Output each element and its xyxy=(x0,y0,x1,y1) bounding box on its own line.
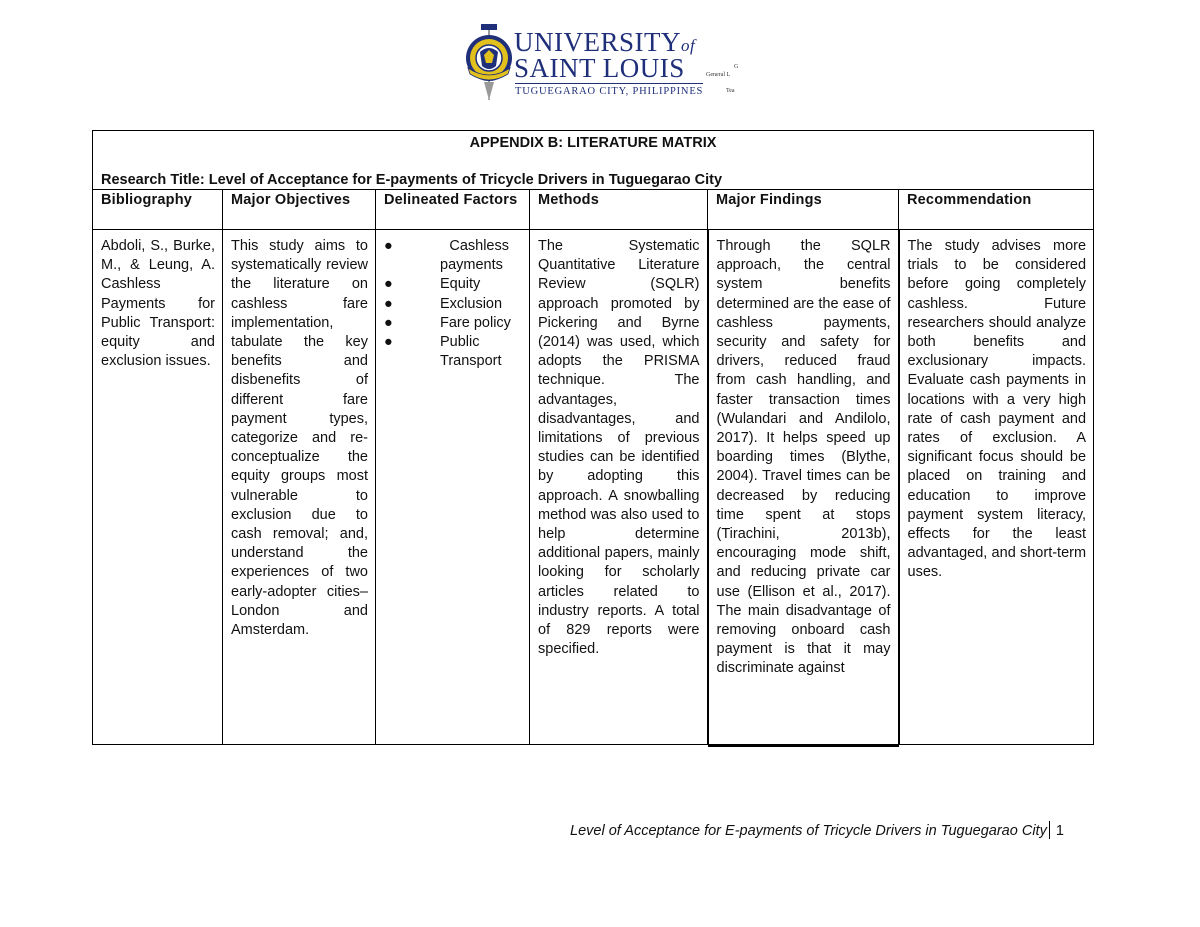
factor-text: Exclusion xyxy=(440,295,503,312)
column-header-row xyxy=(93,190,1094,230)
list-item: ● Public Transport xyxy=(384,333,522,371)
objectives-cell xyxy=(223,230,376,745)
column-header-objectives: Major Objectives xyxy=(223,190,376,230)
factor-text: Fare policy xyxy=(440,314,511,331)
recommendation-text: The study advises more trials to be considered before going completely cashless. Future researchers should analyze both benefits and exclusionary impacts. Evaluate cash payments in locations with a very high rate of cash payment and rates of exclusion. A significant focus should be placed on training and education to improve payment system literacy, effects for the least advantaged, and short-term uses. xyxy=(907,238,1087,581)
column-header-recommendation: Recommendation xyxy=(899,190,1094,230)
findings-text: Through the SQLR approach, the central system benefits determined are the ease of cashless payments, security and safety for drivers, reduced fraud from cash handling, and faster transaction times (Wulandari and Andilolo, 2017). It helps speed up boarding times (Blythe, 2004). Travel times can be decreased by reducing time spent at stops (Tirachini, 2013b), encouraging mode shift, and reducing private car use (Ellison et al., 2017). The main disadvantage of removing onboard cash payment is that it may discriminate against xyxy=(716,238,891,677)
factor-text: Equity xyxy=(440,276,481,293)
university-name-line2: SAINT LOUIS xyxy=(514,53,685,83)
list-item: ● Equity xyxy=(384,275,522,294)
list-item: ● Exclusion xyxy=(384,295,522,314)
methods-cell xyxy=(530,230,708,745)
university-city: TUGUEGARAO CITY, PHILIPPINES xyxy=(515,83,703,97)
university-logo xyxy=(462,22,752,104)
university-seal-icon xyxy=(462,22,514,102)
column-header-methods: Methods xyxy=(530,190,708,230)
side-text-2: General L xyxy=(706,72,731,78)
page-number: 1 xyxy=(1055,823,1064,839)
bibliography-cell xyxy=(93,230,223,745)
bibliography-text: Abdoli, S., Burke, M., & Leung, A. Cashless Payments for Public Transport: equity and exclusion issues. xyxy=(101,238,215,370)
university-name-of: of xyxy=(681,36,696,55)
matrix-title-cell xyxy=(93,131,1094,190)
side-text-3: Tea xyxy=(726,88,735,94)
findings-cell xyxy=(708,230,899,745)
footer-running-title: Level of Acceptance for E-payments of Tricycle Drivers in Tuguegarao City xyxy=(570,823,1047,839)
side-text-1: G xyxy=(734,64,739,70)
university-name-line1: UNIVERSITY xyxy=(514,27,681,57)
list-item: ● Fare policy xyxy=(384,314,522,333)
methods-text: The Systematic Quantitative Literature Review (SQLR) approach promoted by Pickering and Byrne (2014) was used, which adopts the PRISMA technique. The advantages, disadvantages, and limitations of previous studies can be identified by adopting this approach. A snowballing method was also used to help determine additional papers, mainly looking for scholarly articles related to industry reports. A total of 829 reports were specified. xyxy=(538,238,700,658)
factors-list xyxy=(376,230,529,371)
list-item: ● Cashless payments xyxy=(384,237,522,275)
column-header-bibliography: Bibliography xyxy=(93,190,223,230)
column-header-factors: Delineated Factors xyxy=(376,190,530,230)
appendix-title: APPENDIX B: LITERATURE MATRIX xyxy=(469,135,717,151)
recommendation-cell xyxy=(899,230,1094,745)
factor-text: Cashless payments xyxy=(440,238,509,274)
literature-matrix-table xyxy=(92,130,1094,745)
column-header-findings: Major Findings xyxy=(708,190,899,230)
table-row xyxy=(93,230,1094,745)
footer-divider xyxy=(1049,821,1050,839)
factors-cell xyxy=(376,230,530,745)
objectives-text: This study aims to systematically review the literature on cashless fare implementation, tabulate the key benefits and disbenefits of different fare payment types, categorize and re-conceptualize the equity groups most vulnerable to exclusion due to cash removal; and, understand the experiences of two early-adopter cities– London and Amsterdam. xyxy=(231,238,368,639)
research-title: Research Title: Level of Acceptance for E-payments of Tricycle Drivers in Tuguegarao City xyxy=(101,172,723,188)
factor-text: Public Transport xyxy=(440,334,502,370)
page-footer xyxy=(570,821,1064,839)
